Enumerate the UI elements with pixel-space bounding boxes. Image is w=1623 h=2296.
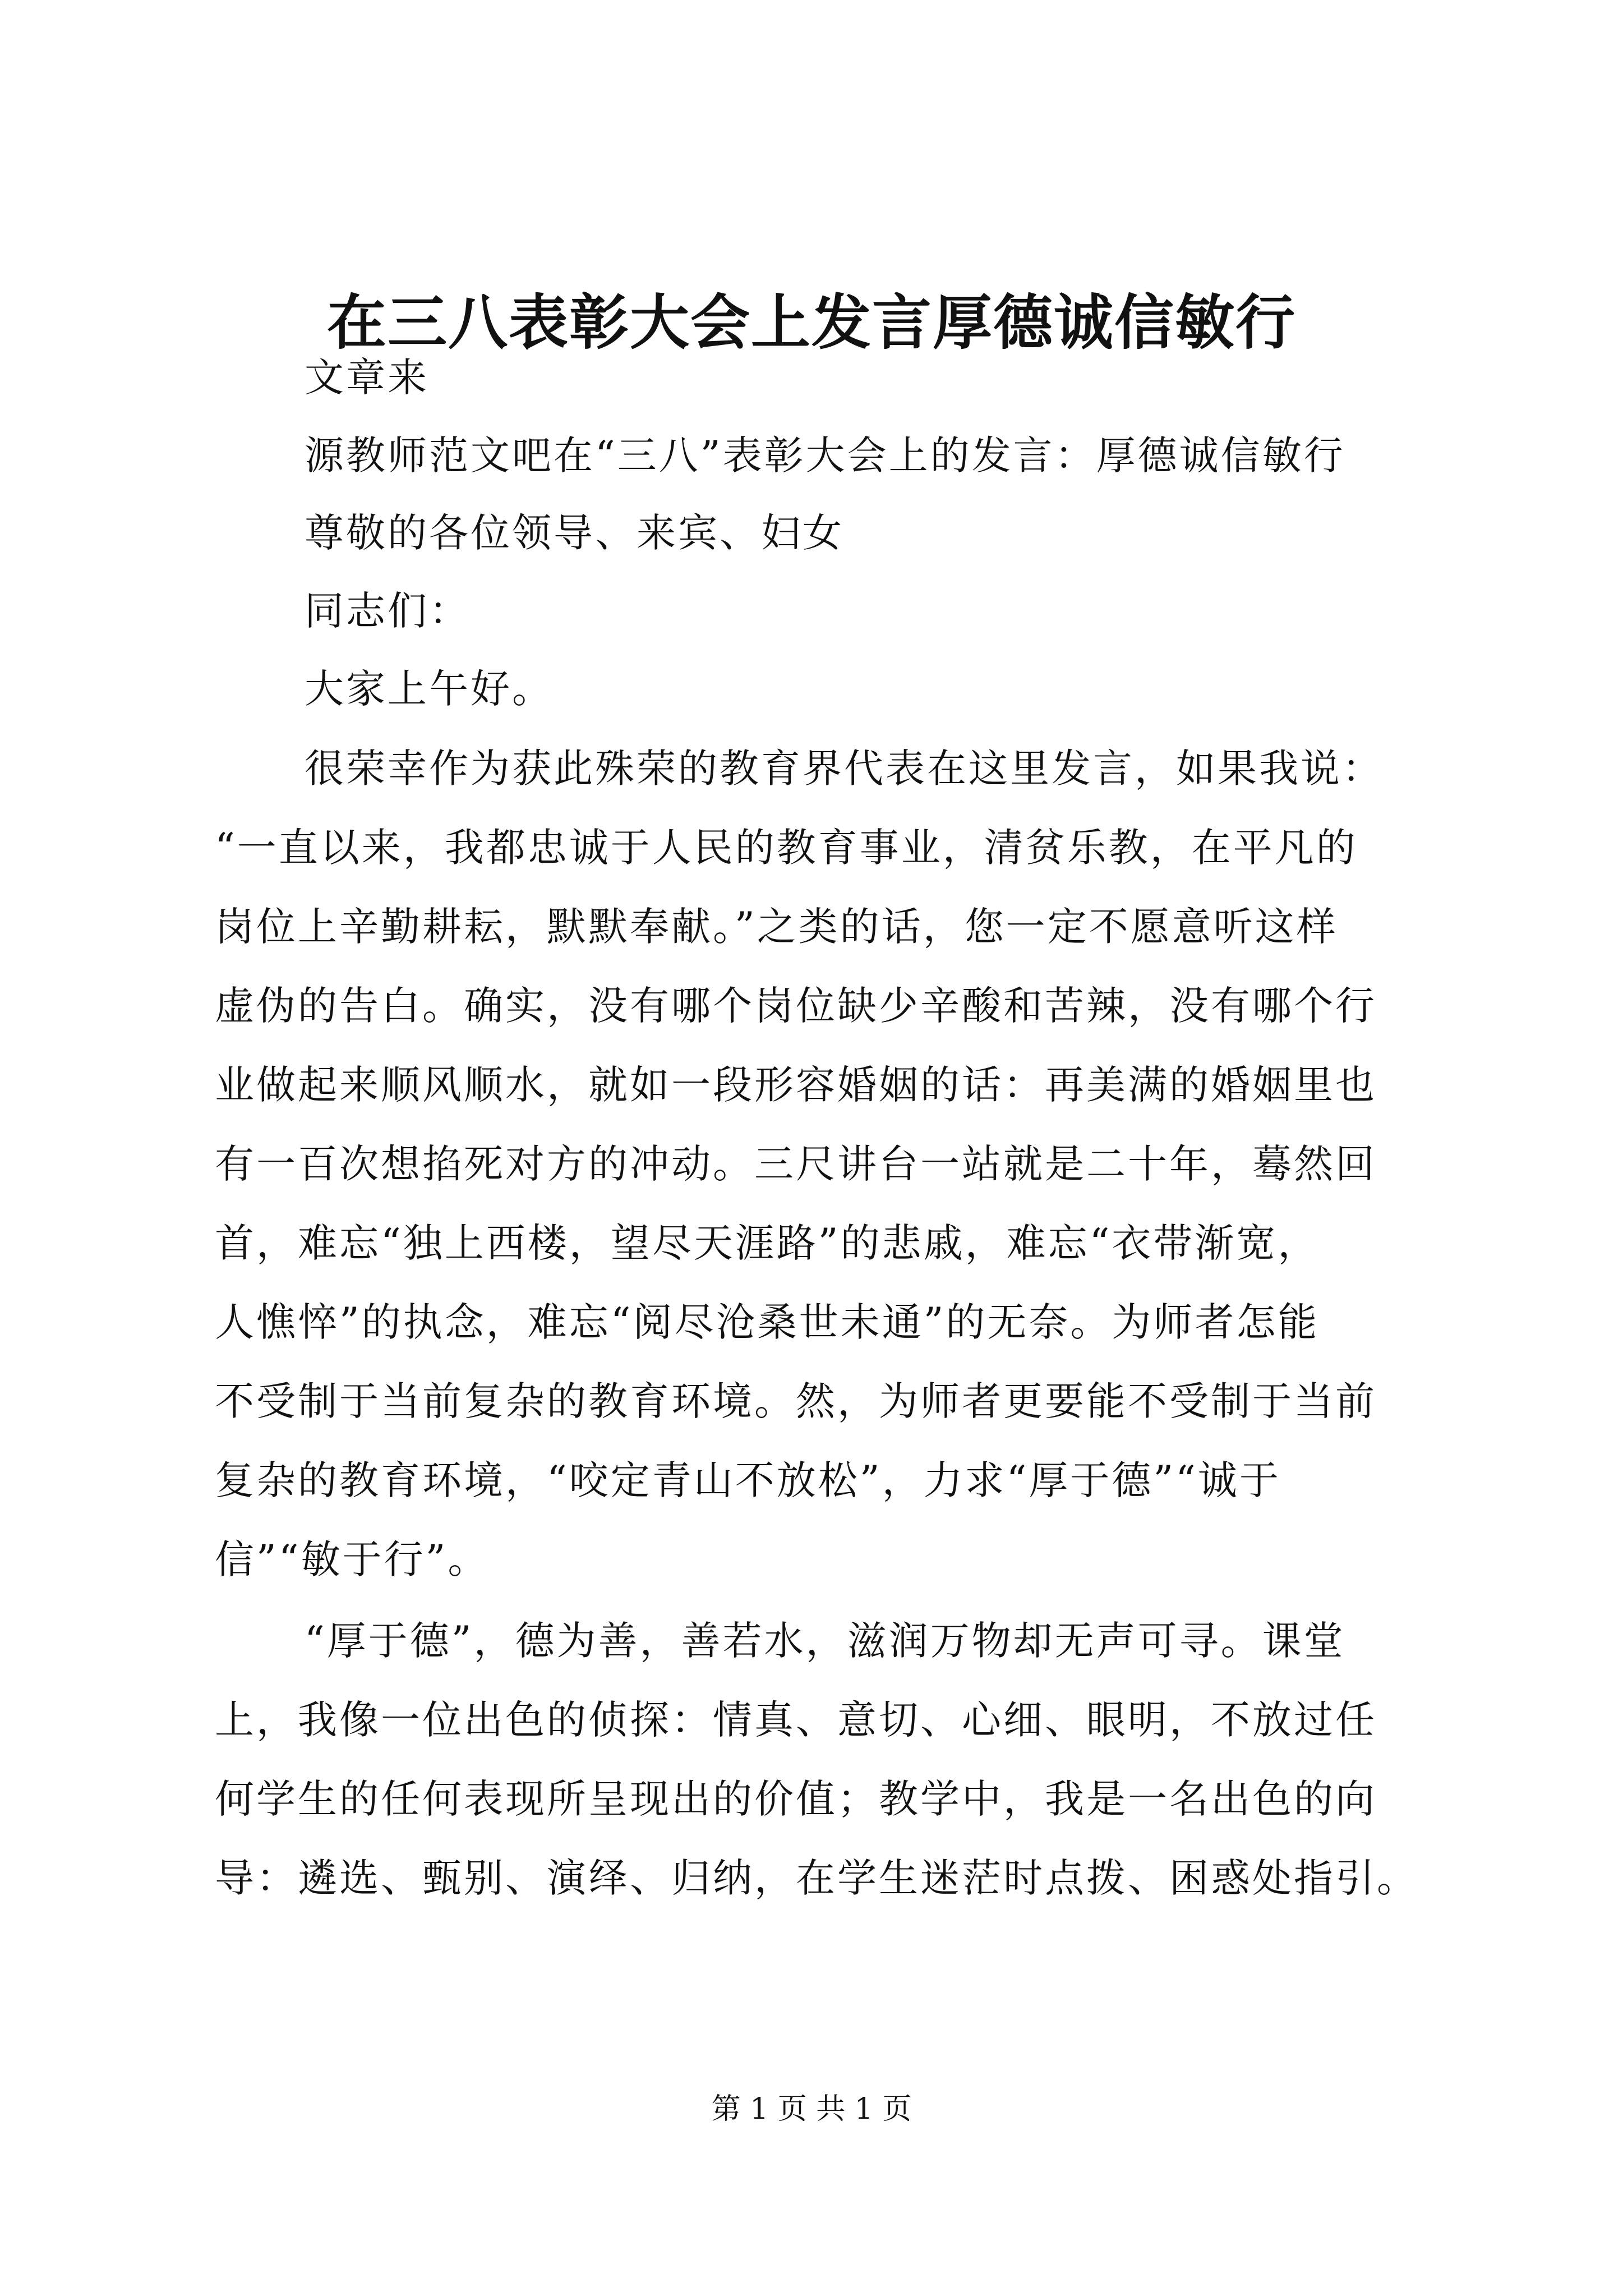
paragraph-line: 何学生的任何表现所呈现出的价值；教学中，我是一名出色的向	[215, 1776, 1377, 1822]
paragraph-line: 文章来	[305, 355, 429, 401]
paragraph-line: “厚于德”，德为善，善若水，滋润万物却无声可寻。课堂	[305, 1618, 1345, 1664]
paragraph-line: 不受制于当前复杂的教育环境。然，为师者更要能不受制于当前	[215, 1378, 1377, 1424]
paragraph-line: 导：遴选、甄别、演绎、归纳，在学生迷茫时点拨、困惑处指引。	[215, 1855, 1418, 1901]
paragraph-line: 人憔悴”的执念，难忘“阅尽沧桑世未通”的无奈。为师者怎能	[215, 1299, 1320, 1345]
paragraph-line: 上，我像一位出色的侦探：情真、意切、心细、眼明，不放过任	[215, 1697, 1377, 1743]
paragraph-line: 尊敬的各位领导、来宾、妇女	[305, 510, 844, 556]
paragraph-line: 虚伪的告白。确实，没有哪个岗位缺少辛酸和苦辣，没有哪个行	[215, 983, 1377, 1029]
paragraph-line: 复杂的教育环境，“咬定青山不放松”，力求“厚于德”“诚于	[215, 1457, 1281, 1503]
page-footer: 第 1 页 共 1 页	[711, 2092, 912, 2126]
paragraph-line: 岗位上辛勤耕耘，默默奉献。”之类的话，您一定不愿意听这样	[215, 904, 1338, 950]
paragraph-line: 首，难忘“独上西楼，望尽天涯路”的悲戚，难忘“衣带渐宽，	[215, 1220, 1320, 1266]
paragraph-line: 很荣幸作为获此殊荣的教育界代表在这里发言，如果我说：	[305, 746, 1384, 792]
paragraph-line: 大家上午好。	[305, 666, 554, 712]
document-title: 在三八表彰大会上发言厚德诚信敏行	[327, 287, 1296, 357]
paragraph-line: 信”“敏于行”。	[215, 1536, 490, 1582]
paragraph-line: 有一百次想掐死对方的冲动。三尺讲台一站就是二十年，蓦然回	[215, 1141, 1377, 1187]
paragraph-line: “一直以来，我都忠诚于人民的教育事业，清贫乐教，在平凡的	[215, 825, 1358, 871]
paragraph-line: 源教师范文吧在“三八”表彰大会上的发言：厚德诚信敏行	[305, 432, 1345, 478]
paragraph-line: 业做起来顺风顺水，就如一段形容婚姻的话：再美满的婚姻里也	[215, 1062, 1377, 1108]
paragraph-line: 同志们：	[305, 588, 471, 634]
